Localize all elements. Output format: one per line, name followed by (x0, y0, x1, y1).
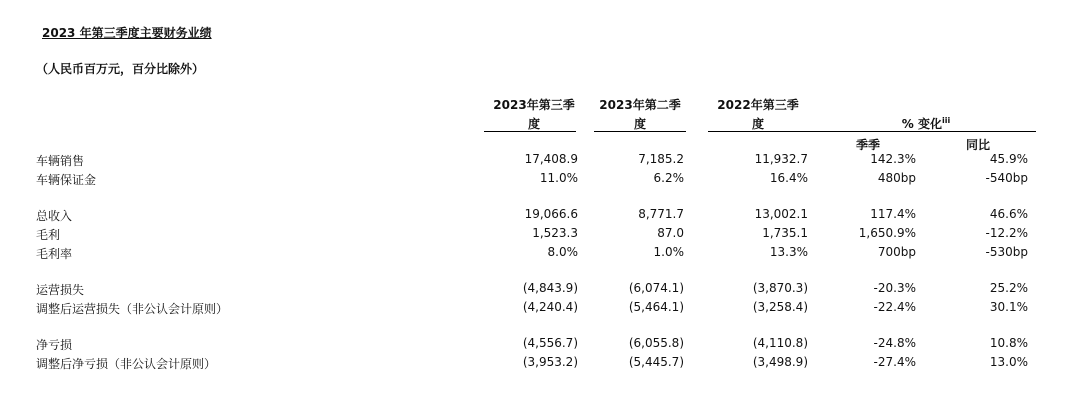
cell-q3-2023: (4,556.7) (522, 336, 578, 350)
cell-q3-2022: 13,002.1 (754, 207, 808, 221)
table-row (0, 336, 1080, 354)
header-q3-2022-line1: 2022年第三季 (717, 98, 799, 112)
cell-yoy: 25.2% (989, 281, 1028, 295)
row-label: 运营损失 (36, 283, 85, 297)
cell-q2-2023: (6,055.8) (628, 336, 684, 350)
cell-yoy: -12.2% (985, 226, 1028, 240)
header-yoy: 同比 (966, 138, 991, 152)
header-qoq: 季季 (856, 138, 881, 152)
cell-q3-2022: (4,110.8) (752, 336, 808, 350)
footnote-marker: iii (941, 116, 951, 125)
table-row (0, 281, 1080, 299)
row-label: 车辆销售 (36, 154, 85, 168)
units-note: （人民币百万元，百分比除外） (36, 62, 205, 76)
table-row (0, 300, 1080, 318)
cell-qoq: -20.3% (873, 281, 916, 295)
cell-qoq: 1,650.9% (858, 226, 916, 240)
header-change (876, 115, 976, 132)
row-label: 调整后净亏损（非公认会计原则） (36, 357, 217, 371)
cell-yoy: 30.1% (989, 300, 1028, 314)
cell-q2-2023: (6,074.1) (628, 281, 684, 295)
cell-q3-2022: 16.4% (769, 171, 808, 185)
cell-qoq: 142.3% (870, 152, 916, 166)
cell-q2-2023: (5,445.7) (628, 355, 684, 369)
cell-q2-2023: 7,185.2 (638, 152, 684, 166)
header-q3-2022-line2: 度 (751, 117, 764, 131)
cell-qoq: 117.4% (870, 207, 916, 221)
row-label: 车辆保证金 (36, 173, 97, 187)
cell-q2-2023: 87.0 (657, 226, 684, 240)
row-label: 毛利 (36, 228, 61, 242)
cell-q3-2023: (4,240.4) (522, 300, 578, 314)
cell-qoq: 480bp (877, 171, 916, 185)
cell-q3-2023: 17,408.9 (524, 152, 578, 166)
row-label: 调整后运营损失（非公认会计原则） (36, 302, 229, 316)
cell-qoq: -22.4% (873, 300, 916, 314)
cell-yoy: -540bp (985, 171, 1028, 185)
cell-yoy: 13.0% (989, 355, 1028, 369)
cell-q3-2022: (3,870.3) (752, 281, 808, 295)
row-label: 净亏损 (36, 338, 73, 352)
row-label: 总收入 (36, 209, 73, 223)
table-row (0, 171, 1080, 189)
cell-q3-2022: 13.3% (769, 245, 808, 259)
cell-q3-2023: 1,523.3 (532, 226, 578, 240)
header-underline-q2-2023 (594, 131, 686, 132)
cell-q3-2023: 19,066.6 (524, 207, 578, 221)
cell-yoy: 45.9% (989, 152, 1028, 166)
cell-q2-2023: 6.2% (653, 171, 684, 185)
cell-q3-2023: (4,843.9) (522, 281, 578, 295)
cell-q3-2023: 8.0% (547, 245, 578, 259)
cell-q3-2023: (3,953.2) (522, 355, 578, 369)
header-q3-2023-line2: 度 (527, 117, 540, 131)
table-row (0, 152, 1080, 170)
table-row (0, 355, 1080, 373)
header-underline-q3-2022-change (708, 131, 1036, 132)
cell-qoq: -24.8% (873, 336, 916, 350)
table-row (0, 207, 1080, 225)
cell-yoy: -530bp (985, 245, 1028, 259)
table-row (0, 226, 1080, 244)
cell-q2-2023: 1.0% (653, 245, 684, 259)
header-q3-2023-line1: 2023年第三季 (493, 98, 575, 112)
cell-q3-2022: 11,932.7 (754, 152, 808, 166)
cell-qoq: 700bp (877, 245, 916, 259)
header-q2-2023-line2: 度 (633, 117, 646, 131)
cell-q2-2023: 8,771.7 (638, 207, 684, 221)
header-underline-q3-2023 (484, 131, 576, 132)
cell-q3-2022: (3,498.9) (752, 355, 808, 369)
cell-q2-2023: (5,464.1) (628, 300, 684, 314)
table-row (0, 245, 1080, 263)
cell-q3-2023: 11.0% (539, 171, 578, 185)
cell-yoy: 46.6% (989, 207, 1028, 221)
row-label: 毛利率 (36, 247, 73, 261)
cell-q3-2022: 1,735.1 (762, 226, 808, 240)
header-change-label: % 变化 (901, 117, 942, 131)
cell-q3-2022: (3,258.4) (752, 300, 808, 314)
cell-yoy: 10.8% (989, 336, 1028, 350)
cell-qoq: -27.4% (873, 355, 916, 369)
header-q2-2023-line1: 2023年第二季 (599, 98, 681, 112)
report-title: 2023 年第三季度主要财务业绩 (42, 26, 212, 40)
